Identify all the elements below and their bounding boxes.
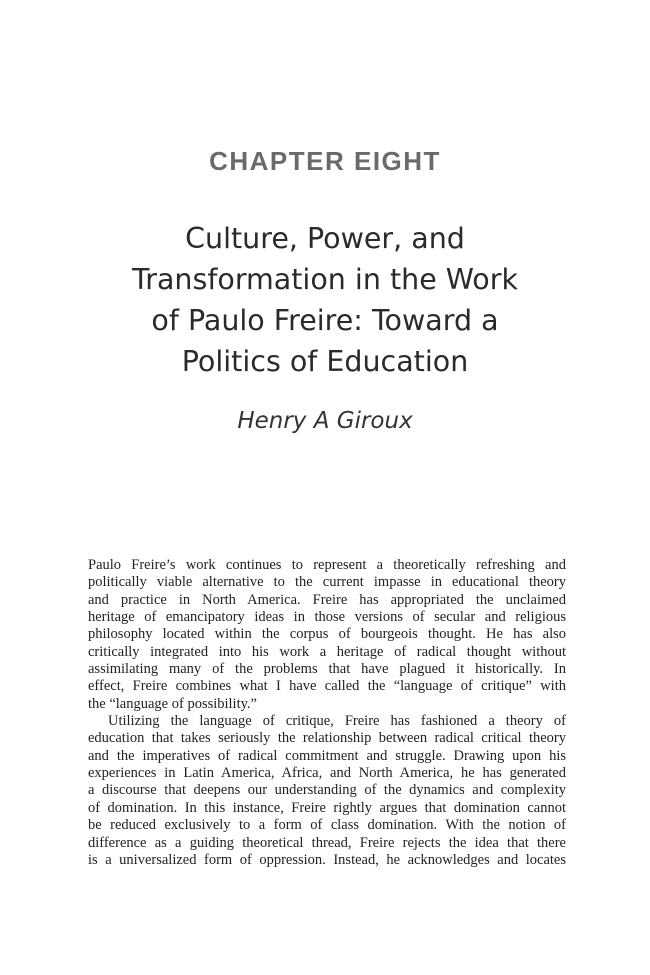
text-line: education that takes seriously the relationship between radical critical theory (88, 730, 566, 747)
text-line: be reduced exclusively to a form of class domination. With the notion of (88, 817, 566, 834)
body-text (88, 557, 566, 869)
text-line: and practice in North America. Freire has appropriated the unclaimed (88, 591, 566, 608)
text-line: heritage of emancipatory ideas in those versions of secular and religious (88, 609, 566, 626)
text-line: politically viable alternative to the current impasse in educational theory (88, 574, 566, 591)
chapter-title (90, 218, 560, 382)
paragraph (88, 557, 566, 713)
chapter-author: Henry A Giroux (237, 408, 413, 434)
text-line: is a universalized form of oppression. Instead, he acknowledges and locates (88, 851, 566, 868)
text-line: Paulo Freire’s work continues to represent a theoretically refreshing and (88, 557, 566, 573)
text-line: philosophy located within the corpus of bourgeois thought. He has also (88, 626, 566, 643)
text-line: experiences in Latin America, Africa, and North America, he has generated (88, 765, 566, 782)
chapter-title-line: Transformation in the Work (132, 263, 518, 296)
text-line: and the imperatives of radical commitment and struggle. Drawing upon his (88, 747, 566, 764)
text-line: of domination. In this instance, Freire rightly argues that domination cannot (88, 799, 566, 816)
chapter-title-line: of Paulo Freire: Toward a (151, 304, 499, 337)
text-line: critically integrated into his work a heritage of radical thought without (88, 643, 566, 660)
text-line: a discourse that deepens our understanding of the dynamics and complexity (88, 782, 566, 799)
text-line: effect, Freire combines what I have called the “language of critique” with (88, 678, 566, 695)
text-line: difference as a guiding theoretical thread, Freire rejects the idea that there (88, 834, 566, 851)
text-line: the “language of possibility.” (88, 695, 257, 712)
paragraph (88, 713, 566, 869)
chapter-title-line: Culture, Power, and (185, 222, 465, 255)
chapter-title-line: Politics of Education (181, 345, 469, 378)
text-line: assimilating many of the problems that have plagued it historically. In (88, 661, 566, 678)
chapter-number: CHAPTER EIGHT (209, 146, 441, 176)
text-line: Utilizing the language of critique, Freire has fashioned a theory of (108, 713, 566, 730)
